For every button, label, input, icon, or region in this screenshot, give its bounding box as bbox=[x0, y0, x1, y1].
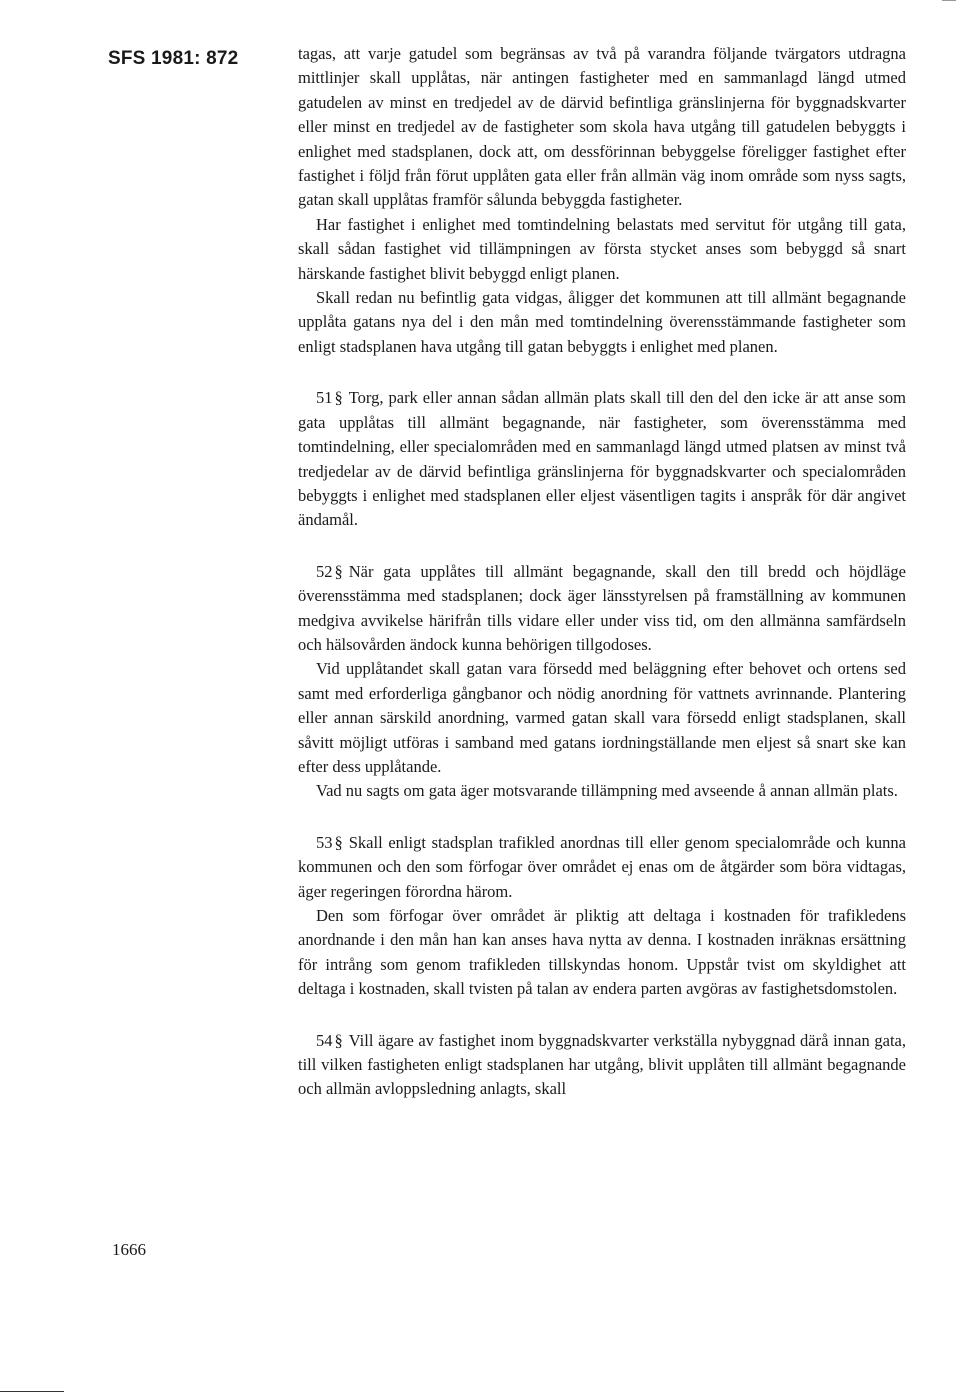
section-number: 53 bbox=[316, 832, 333, 852]
section-sign: § bbox=[334, 1030, 343, 1050]
paragraph-52-2: Vid upplåtandet skall gatan vara försedd med beläggning efter behovet och ortens sed samt med erforderliga gångbanor och nödig anordning för vattnets avrinnande. Plantering eller annan särskild anordning, varmed gatan skall vara försedd enligt stadsplanen, skall såvitt möjligt utföras i samband med gatans iordningställande men eljest så snart ske kan efter dess upplåtande. bbox=[298, 659, 906, 776]
paragraph-52-3: Vad nu sagts om gata äger motsvarande tillämpning med avseende å annan allmän plats. bbox=[316, 781, 898, 801]
section-54-text: Vill ägare av fastighet inom byggnadskvarter verkställa nybyggnad därå innan gata, till vilken fastigheten enligt stadsplanen har utgång, blivit upplåten till allmänt begagnande och allmän avloppsledning anlagts, skall bbox=[298, 1030, 906, 1099]
page-number: 1666 bbox=[112, 1240, 146, 1259]
paragraph-3: Skall redan nu befintlig gata vidgas, åligger det kommunen att till allmänt begagnande upplåta gatans nya del i den mån med tomtindelning överensstämmande fastigheter som enligt stadsplanen hava utgång till gatan bebyggts i enlighet med planen. bbox=[298, 288, 906, 356]
section-number: 52 bbox=[316, 561, 333, 581]
section-51-text: Torg, park eller annan sådan allmän plats skall till den del den icke är att anse som gata upplåtas till allmänt begagnande, när fastigheter, som överensstämma med tomtindelning, eller specialområden med en sammanlagd längd utmed platsen av minst två tredjedelar av de därvid befintliga gränslinjerna för byggnadskvarter och specialområden bebyggts i enlighet med stadsplanen eller eljest väsentligen tagits i anspråk för där angivet ändamål. bbox=[298, 388, 906, 530]
section-52 bbox=[298, 560, 906, 658]
section-52-text: När gata upplåtes till allmänt begagnande, skall den till bredd och höjdläge överensstämma med stadsplanen; dock äger länsstyrelsen på framställning av kommunen medgiva avvikelse härifrån tills vidare eller under viss tid, om den allmänna samfärdseln och hälsovården ändock kunna behörigen tillgodoses. bbox=[298, 561, 906, 654]
section-sign: § bbox=[334, 561, 343, 581]
corner-mark bbox=[942, 0, 956, 1]
paragraph-53-2: Den som förfogar över området är pliktig att deltaga i kostnaden för trafikledens anordnande i den mån han kan anses hava nytta av denna. I kostnaden inräknas ersättning för intrång som genom trafikleden tillskyndas honom. Uppstår tvist om skyldighet att deltaga i kostnaden, skall tvisten på talan av endera parten avgöras av fastighetsdomstolen. bbox=[298, 906, 906, 999]
section-number: 54 bbox=[316, 1030, 333, 1050]
document-body bbox=[298, 42, 906, 1102]
section-sign: § bbox=[334, 388, 343, 408]
section-53-text: Skall enligt stadsplan trafikled anordnas till eller genom specialområde och kunna kommunen och den som förfogar över området ej enas om de åtgärder som böra vidtagas, äger regeringen förordna härom. bbox=[298, 832, 906, 901]
paragraph-2: Har fastighet i enlighet med tomtindelning belastats med servitut för utgång till gata, skall sådan fastighet vid tillämpningen av första stycket anses som bebyggd så snart härskande fastighet blivit bebyggd enligt planen. bbox=[298, 214, 906, 283]
paragraph-1: tagas, att varje gatudel som begränsas av två på varandra följande tvärgators utdragna mittlinjer skall upplåtas, när antingen fastigheter med en sammanlagd längd utmed gatudelen av minst en tredjedel av de därvid befintliga gränslinjerna för byggnadskvarter eller minst en tredjedel av de fastigheter som skola hava utgång till gatudelen bebyggts i enlighet med stadsplanen, dock att, om dessförinnan bebyggelse föreligger fastighet efter fastighet i följd från förut upplåten gata eller från allmän väg inom område som nyss sagts, gatan skall upplåtas framför sålunda bebyggda fastigheter. bbox=[298, 44, 906, 210]
section-number: 51 bbox=[316, 388, 333, 408]
sfs-header: SFS 1981: 872 bbox=[108, 48, 239, 69]
section-54 bbox=[298, 1029, 906, 1102]
section-51 bbox=[298, 386, 906, 532]
section-sign: § bbox=[334, 832, 343, 852]
section-53 bbox=[298, 831, 906, 904]
